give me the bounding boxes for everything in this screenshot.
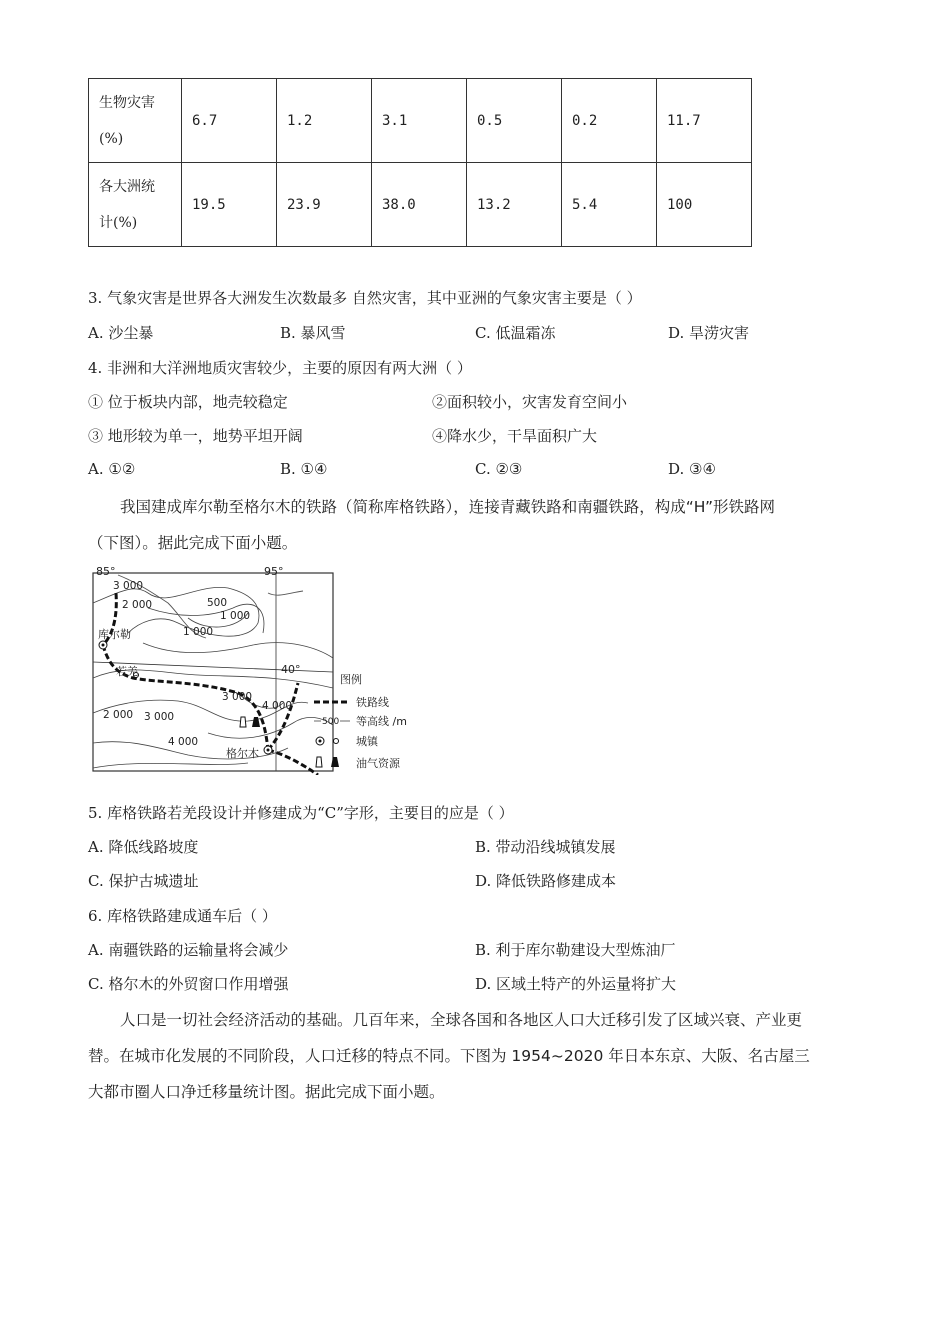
passage-2-line-1: 人口是一切社会经济活动的基础。几百年来，全球各国和各地区人口大迁移引发了区域兴衰、产业更 <box>120 1011 803 1029</box>
question-4-item-2: ②面积较小，灾害发育空间小 <box>432 393 628 411</box>
passage-1-line-2: （下图）。据此完成下面小题。 <box>88 534 298 552</box>
contour-label: 1 000 <box>220 610 251 622</box>
question-5-option-c[interactable]: C. 保护古城遗址 <box>88 872 199 890</box>
question-3-option-c[interactable]: C. 低温霜冻 <box>475 324 556 342</box>
question-4-item-1: ① 位于板块内部，地壳较稳定 <box>88 393 288 411</box>
passage-2-line-2: 替。在城市化发展的不同阶段，人口迁移的特点不同。下图为 1954~2020 年日本东京、大阪、名古屋三 <box>88 1047 810 1065</box>
question-5-option-b[interactable]: B. 带动沿线城镇发展 <box>475 838 616 856</box>
town-label-ruoqiang: 若羌 <box>116 665 138 678</box>
passage-2-line-3: 大都市圈人口净迁移量统计图。据此完成下面小题。 <box>88 1083 445 1101</box>
legend-title: 图例 <box>340 673 362 686</box>
table-cell: 19.5 <box>182 163 277 247</box>
statistics-table <box>88 78 752 247</box>
legend-contour-sample: 500 <box>322 717 340 727</box>
table-cell: 11.7 <box>657 79 752 163</box>
contour-label: 2 000 <box>103 709 134 721</box>
question-4-item-3: ③ 地形较为单一，地势平坦开阔 <box>88 427 303 445</box>
table-row <box>89 163 752 247</box>
table-cell: 5.4 <box>562 163 657 247</box>
lon-label-95: 95° <box>264 565 284 578</box>
question-5-stem: 5. 库格铁路若羌段设计并修建成为“C”字形，主要目的应是（ ） <box>88 804 514 822</box>
table-cell: 13.2 <box>467 163 562 247</box>
lon-label-85: 85° <box>96 565 116 578</box>
town-label-korla: 库尔勒 <box>98 628 131 641</box>
question-3-stem: 3. 气象灾害是世界各大洲发生次数最多 自然灾害，其中亚洲的气象灾害主要是（ ） <box>88 289 642 307</box>
question-6-option-b[interactable]: B. 利于库尔勒建设大型炼油厂 <box>475 941 676 959</box>
question-6-option-c[interactable]: C. 格尔木的外贸窗口作用增强 <box>88 975 289 993</box>
contour-label: 3 000 <box>144 711 175 723</box>
table-cell: 100 <box>657 163 752 247</box>
question-4-item-4: ④降水少，干旱面积广大 <box>432 427 598 445</box>
contour-label: 4 000 <box>168 736 199 748</box>
table-cell: 23.9 <box>277 163 372 247</box>
legend-contour-label: 等高线 /m <box>356 715 407 728</box>
railway-map <box>88 563 418 775</box>
table-cell: 0.2 <box>562 79 657 163</box>
table-cell: 1.2 <box>277 79 372 163</box>
table-cell: 38.0 <box>372 163 467 247</box>
contour-label: 4 000 <box>262 700 293 712</box>
question-4-option-a[interactable]: A. ①② <box>88 460 136 478</box>
table-row <box>89 79 752 163</box>
passage-1-line-1: 我国建成库尔勒至格尔木的铁路（简称库格铁路），连接青藏铁路和南疆铁路，构成“H”形铁路网 <box>120 498 775 516</box>
question-4-stem: 4. 非洲和大洋洲地质灾害较少，主要的原因有两大洲（ ） <box>88 359 472 377</box>
legend-railway-label: 铁路线 <box>356 696 389 709</box>
question-6-option-d[interactable]: D. 区域土特产的外运量将扩大 <box>475 975 677 993</box>
question-4-option-b[interactable]: B. ①④ <box>280 460 328 478</box>
town-label-golmud: 格尔木 <box>226 747 259 760</box>
question-3-option-d[interactable]: D. 旱涝灾害 <box>668 324 750 342</box>
question-3-option-b[interactable]: B. 暴风雪 <box>280 324 346 342</box>
table-cell: 0.5 <box>467 79 562 163</box>
legend-oil-label: 油气资源 <box>356 757 400 770</box>
legend-city-icon-dot <box>319 740 322 743</box>
question-6-stem: 6. 库格铁路建成通车后（ ） <box>88 907 277 925</box>
row-label: 各大洲统 计(%) <box>89 163 182 247</box>
contour-label: 500 <box>207 597 228 609</box>
question-5-option-d[interactable]: D. 降低铁路修建成本 <box>475 872 617 890</box>
contour-label: 3 000 <box>222 691 253 703</box>
legend-town-icon <box>334 739 339 744</box>
row-label: 生物灾害 (%) <box>89 79 182 163</box>
question-6-option-a[interactable]: A. 南疆铁路的运输量将会减少 <box>88 941 289 959</box>
contour-label: 2 000 <box>122 599 153 611</box>
contour-label: 3 000 <box>113 580 144 592</box>
legend-oil-icon-hollow <box>316 757 322 767</box>
question-5-option-a[interactable]: A. 降低线路坡度 <box>88 838 199 856</box>
contour-label: 1 000 <box>183 626 214 638</box>
question-4-option-c[interactable]: C. ②③ <box>475 460 523 478</box>
table-cell: 3.1 <box>372 79 467 163</box>
question-4-option-d[interactable]: D. ③④ <box>668 460 716 478</box>
question-3-option-a[interactable]: A. 沙尘暴 <box>88 324 154 342</box>
table-cell: 6.7 <box>182 79 277 163</box>
lat-label-40: 40° <box>281 663 301 676</box>
legend-town-label: 城镇 <box>356 735 378 748</box>
